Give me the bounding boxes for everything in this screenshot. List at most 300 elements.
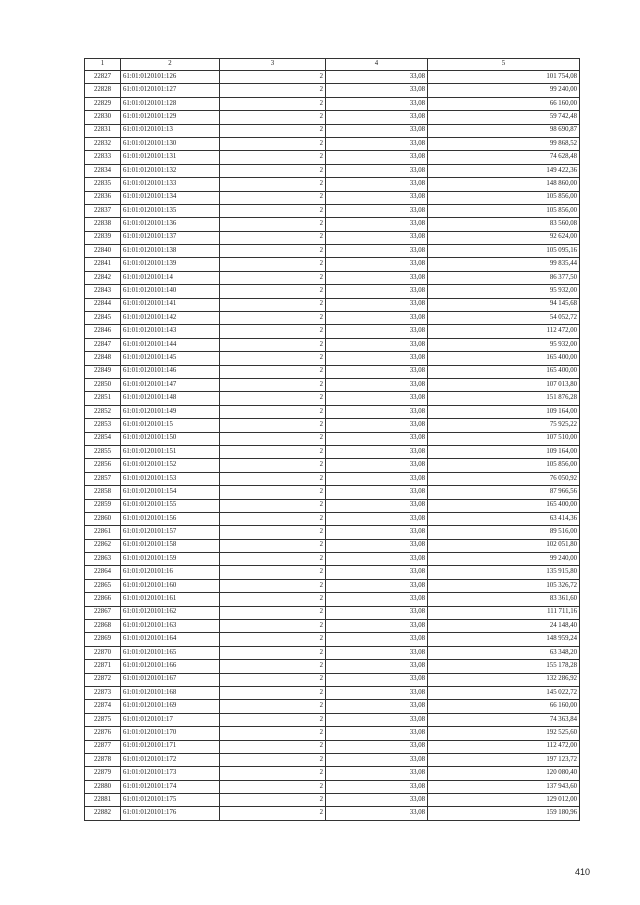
table-row [85, 178, 580, 191]
table-row [85, 566, 580, 579]
cadastral-number: 61:01:0120101:175 [121, 794, 220, 807]
count-value: 2 [220, 245, 326, 258]
amount-value: 112 472,00 [428, 325, 580, 338]
row-number: 22827 [85, 71, 121, 84]
amount-value: 92 624,00 [428, 231, 580, 244]
table-row [85, 392, 580, 405]
cadastral-number: 61:01:0120101:138 [121, 245, 220, 258]
cadastral-number: 61:01:0120101:152 [121, 459, 220, 472]
amount-value: 95 932,00 [428, 285, 580, 298]
area-value: 33,08 [326, 191, 428, 204]
area-value: 33,08 [326, 245, 428, 258]
row-number: 22847 [85, 338, 121, 351]
amount-value: 165 400,00 [428, 352, 580, 365]
amount-value: 54 052,72 [428, 312, 580, 325]
row-number: 22861 [85, 526, 121, 539]
cadastral-number: 61:01:0120101:157 [121, 526, 220, 539]
row-number: 22839 [85, 231, 121, 244]
cadastral-number: 61:01:0120101:176 [121, 807, 220, 820]
count-value: 2 [220, 111, 326, 124]
amount-value: 83 361,60 [428, 593, 580, 606]
cadastral-number: 61:01:0120101:153 [121, 472, 220, 485]
cadastral-number: 61:01:0120101:163 [121, 620, 220, 633]
amount-value: 105 856,00 [428, 191, 580, 204]
count-value: 2 [220, 499, 326, 512]
count-value: 2 [220, 486, 326, 499]
cadastral-number: 61:01:0120101:173 [121, 767, 220, 780]
row-number: 22868 [85, 620, 121, 633]
cadastral-number: 61:01:0120101:167 [121, 673, 220, 686]
amount-value: 75 925,22 [428, 419, 580, 432]
row-number: 22879 [85, 767, 121, 780]
table-row [85, 579, 580, 592]
table-row [85, 767, 580, 780]
count-value: 2 [220, 419, 326, 432]
amount-value: 95 932,00 [428, 338, 580, 351]
row-number: 22846 [85, 325, 121, 338]
row-number: 22843 [85, 285, 121, 298]
area-value: 33,08 [326, 432, 428, 445]
count-value: 2 [220, 753, 326, 766]
header-cell-3: 3 [220, 59, 326, 71]
header-cell-4: 4 [326, 59, 428, 71]
amount-value: 120 080,40 [428, 767, 580, 780]
row-number: 22871 [85, 660, 121, 673]
row-number: 22856 [85, 459, 121, 472]
amount-value: 63 414,36 [428, 512, 580, 525]
row-number: 22853 [85, 419, 121, 432]
cadastral-number: 61:01:0120101:174 [121, 780, 220, 793]
count-value: 2 [220, 231, 326, 244]
cadastral-number: 61:01:0120101:130 [121, 137, 220, 150]
row-number: 22870 [85, 646, 121, 659]
header-cell-5: 5 [428, 59, 580, 71]
area-value: 33,08 [326, 606, 428, 619]
count-value: 2 [220, 285, 326, 298]
header-row [85, 59, 580, 71]
cadastral-number: 61:01:0120101:140 [121, 285, 220, 298]
table-row [85, 646, 580, 659]
amount-value: 74 363,84 [428, 713, 580, 726]
count-value: 2 [220, 780, 326, 793]
cadastral-number: 61:01:0120101:144 [121, 338, 220, 351]
table-row [85, 164, 580, 177]
area-value: 33,08 [326, 97, 428, 110]
count-value: 2 [220, 526, 326, 539]
row-number: 22834 [85, 164, 121, 177]
amount-value: 99 240,00 [428, 84, 580, 97]
count-value: 2 [220, 84, 326, 97]
area-value: 33,08 [326, 405, 428, 418]
area-value: 33,08 [326, 419, 428, 432]
amount-value: 137 943,60 [428, 780, 580, 793]
amount-value: 99 835,44 [428, 258, 580, 271]
area-value: 33,08 [326, 312, 428, 325]
table-row [85, 378, 580, 391]
table-header [85, 59, 580, 71]
amount-value: 86 377,50 [428, 271, 580, 284]
count-value: 2 [220, 767, 326, 780]
table-row [85, 807, 580, 820]
count-value: 2 [220, 405, 326, 418]
area-value: 33,08 [326, 231, 428, 244]
amount-value: 98 690,87 [428, 124, 580, 137]
count-value: 2 [220, 204, 326, 217]
table-row [85, 432, 580, 445]
count-value: 2 [220, 218, 326, 231]
row-number: 22837 [85, 204, 121, 217]
row-number: 22880 [85, 780, 121, 793]
amount-value: 109 164,00 [428, 445, 580, 458]
cadastral-number: 61:01:0120101:133 [121, 178, 220, 191]
table-row [85, 352, 580, 365]
cadastral-number: 61:01:0120101:170 [121, 727, 220, 740]
amount-value: 165 400,00 [428, 499, 580, 512]
count-value: 2 [220, 593, 326, 606]
cadastral-number: 61:01:0120101:171 [121, 740, 220, 753]
count-value: 2 [220, 620, 326, 633]
area-value: 33,08 [326, 646, 428, 659]
cadastral-number: 61:01:0120101:147 [121, 378, 220, 391]
area-value: 33,08 [326, 151, 428, 164]
count-value: 2 [220, 686, 326, 699]
row-number: 22832 [85, 137, 121, 150]
area-value: 33,08 [326, 512, 428, 525]
table-row [85, 727, 580, 740]
cadastral-number: 61:01:0120101:155 [121, 499, 220, 512]
table-row [85, 593, 580, 606]
cadastral-number: 61:01:0120101:135 [121, 204, 220, 217]
area-value: 33,08 [326, 579, 428, 592]
count-value: 2 [220, 579, 326, 592]
row-number: 22828 [85, 84, 121, 97]
amount-value: 59 742,48 [428, 111, 580, 124]
count-value: 2 [220, 646, 326, 659]
amount-value: 111 711,16 [428, 606, 580, 619]
count-value: 2 [220, 271, 326, 284]
amount-value: 149 422,36 [428, 164, 580, 177]
area-value: 33,08 [326, 338, 428, 351]
area-value: 33,08 [326, 526, 428, 539]
area-value: 33,08 [326, 472, 428, 485]
row-number: 22852 [85, 405, 121, 418]
amount-value: 107 013,80 [428, 378, 580, 391]
cadastral-number: 61:01:0120101:162 [121, 606, 220, 619]
amount-value: 105 856,00 [428, 204, 580, 217]
table-row [85, 794, 580, 807]
table-row [85, 151, 580, 164]
count-value: 2 [220, 137, 326, 150]
amount-value: 87 966,56 [428, 486, 580, 499]
cadastral-number: 61:01:0120101:150 [121, 432, 220, 445]
amount-value: 74 628,48 [428, 151, 580, 164]
count-value: 2 [220, 338, 326, 351]
count-value: 2 [220, 352, 326, 365]
table-row [85, 620, 580, 633]
table-row [85, 713, 580, 726]
table-row [85, 312, 580, 325]
amount-value: 197 123,72 [428, 753, 580, 766]
count-value: 2 [220, 807, 326, 820]
cadastral-number: 61:01:0120101:156 [121, 512, 220, 525]
amount-value: 66 160,00 [428, 700, 580, 713]
amount-value: 94 145,68 [428, 298, 580, 311]
table-row [85, 245, 580, 258]
table-row [85, 338, 580, 351]
row-number: 22860 [85, 512, 121, 525]
row-number: 22836 [85, 191, 121, 204]
cadastral-number: 61:01:0120101:165 [121, 646, 220, 659]
amount-value: 83 560,08 [428, 218, 580, 231]
row-number: 22829 [85, 97, 121, 110]
area-value: 33,08 [326, 84, 428, 97]
table-row [85, 325, 580, 338]
row-number: 22874 [85, 700, 121, 713]
table-row [85, 111, 580, 124]
table-row [85, 780, 580, 793]
area-value: 33,08 [326, 204, 428, 217]
row-number: 22862 [85, 539, 121, 552]
count-value: 2 [220, 553, 326, 566]
cadastral-number: 61:01:0120101:127 [121, 84, 220, 97]
cadastral-number: 61:01:0120101:151 [121, 445, 220, 458]
area-value: 33,08 [326, 539, 428, 552]
cadastral-number: 61:01:0120101:139 [121, 258, 220, 271]
amount-value: 192 525,60 [428, 727, 580, 740]
area-value: 33,08 [326, 566, 428, 579]
table-row [85, 231, 580, 244]
cadastral-number: 61:01:0120101:17 [121, 713, 220, 726]
count-value: 2 [220, 794, 326, 807]
row-number: 22878 [85, 753, 121, 766]
cadastral-number: 61:01:0120101:132 [121, 164, 220, 177]
table-row [85, 512, 580, 525]
area-value: 33,08 [326, 392, 428, 405]
area-value: 33,08 [326, 137, 428, 150]
table-row [85, 472, 580, 485]
count-value: 2 [220, 459, 326, 472]
row-number: 22877 [85, 740, 121, 753]
table-row [85, 606, 580, 619]
cadastral-number: 61:01:0120101:145 [121, 352, 220, 365]
row-number: 22869 [85, 633, 121, 646]
area-value: 33,08 [326, 633, 428, 646]
row-number: 22854 [85, 432, 121, 445]
cadastral-number: 61:01:0120101:158 [121, 539, 220, 552]
area-value: 33,08 [326, 553, 428, 566]
table-row [85, 271, 580, 284]
table-row [85, 298, 580, 311]
table-row [85, 526, 580, 539]
header-cell-2: 2 [121, 59, 220, 71]
amount-value: 165 400,00 [428, 365, 580, 378]
count-value: 2 [220, 392, 326, 405]
count-value: 2 [220, 700, 326, 713]
amount-value: 107 510,00 [428, 432, 580, 445]
amount-value: 105 095,16 [428, 245, 580, 258]
table-row [85, 459, 580, 472]
area-value: 33,08 [326, 285, 428, 298]
cadastral-number: 61:01:0120101:136 [121, 218, 220, 231]
count-value: 2 [220, 566, 326, 579]
row-number: 22850 [85, 378, 121, 391]
count-value: 2 [220, 365, 326, 378]
row-number: 22835 [85, 178, 121, 191]
amount-value: 99 240,00 [428, 553, 580, 566]
area-value: 33,08 [326, 445, 428, 458]
row-number: 22845 [85, 312, 121, 325]
table-row [85, 84, 580, 97]
area-value: 33,08 [326, 713, 428, 726]
row-number: 22876 [85, 727, 121, 740]
area-value: 33,08 [326, 325, 428, 338]
area-value: 33,08 [326, 378, 428, 391]
amount-value: 112 472,00 [428, 740, 580, 753]
amount-value: 63 348,20 [428, 646, 580, 659]
area-value: 33,08 [326, 593, 428, 606]
count-value: 2 [220, 660, 326, 673]
count-value: 2 [220, 325, 326, 338]
count-value: 2 [220, 606, 326, 619]
table-row [85, 218, 580, 231]
count-value: 2 [220, 445, 326, 458]
count-value: 2 [220, 539, 326, 552]
count-value: 2 [220, 71, 326, 84]
cadastral-number: 61:01:0120101:146 [121, 365, 220, 378]
row-number: 22858 [85, 486, 121, 499]
amount-value: 99 868,52 [428, 137, 580, 150]
amount-value: 101 754,08 [428, 71, 580, 84]
table-row [85, 686, 580, 699]
area-value: 33,08 [326, 686, 428, 699]
area-value: 33,08 [326, 298, 428, 311]
amount-value: 102 051,80 [428, 539, 580, 552]
area-value: 33,08 [326, 780, 428, 793]
row-number: 22848 [85, 352, 121, 365]
table-row [85, 71, 580, 84]
cadastral-number: 61:01:0120101:13 [121, 124, 220, 137]
area-value: 33,08 [326, 807, 428, 820]
cadastral-number: 61:01:0120101:148 [121, 392, 220, 405]
row-number: 22859 [85, 499, 121, 512]
count-value: 2 [220, 378, 326, 391]
row-number: 22840 [85, 245, 121, 258]
page-number: 410 [574, 867, 590, 877]
count-value: 2 [220, 673, 326, 686]
amount-value: 145 022,72 [428, 686, 580, 699]
row-number: 22831 [85, 124, 121, 137]
table-row [85, 660, 580, 673]
table-row [85, 285, 580, 298]
table-row [85, 124, 580, 137]
header-cell-1: 1 [85, 59, 121, 71]
table-row [85, 753, 580, 766]
count-value: 2 [220, 97, 326, 110]
count-value: 2 [220, 124, 326, 137]
count-value: 2 [220, 191, 326, 204]
area-value: 33,08 [326, 660, 428, 673]
table-row [85, 419, 580, 432]
cadastral-number: 61:01:0120101:159 [121, 553, 220, 566]
row-number: 22851 [85, 392, 121, 405]
table-row [85, 204, 580, 217]
area-value: 33,08 [326, 459, 428, 472]
register-table [84, 58, 580, 821]
cadastral-number: 61:01:0120101:15 [121, 419, 220, 432]
amount-value: 135 915,80 [428, 566, 580, 579]
table-row [85, 633, 580, 646]
row-number: 22857 [85, 472, 121, 485]
table-row [85, 486, 580, 499]
cadastral-number: 61:01:0120101:141 [121, 298, 220, 311]
amount-value: 105 856,00 [428, 459, 580, 472]
cadastral-number: 61:01:0120101:160 [121, 579, 220, 592]
cadastral-number: 61:01:0120101:166 [121, 660, 220, 673]
table-row [85, 137, 580, 150]
area-value: 33,08 [326, 258, 428, 271]
area-value: 33,08 [326, 700, 428, 713]
row-number: 22865 [85, 579, 121, 592]
row-number: 22833 [85, 151, 121, 164]
area-value: 33,08 [326, 753, 428, 766]
count-value: 2 [220, 432, 326, 445]
cadastral-number: 61:01:0120101:126 [121, 71, 220, 84]
count-value: 2 [220, 727, 326, 740]
area-value: 33,08 [326, 727, 428, 740]
amount-value: 148 860,00 [428, 178, 580, 191]
table-row [85, 700, 580, 713]
cadastral-number: 61:01:0120101:131 [121, 151, 220, 164]
count-value: 2 [220, 258, 326, 271]
amount-value: 105 326,72 [428, 579, 580, 592]
area-value: 33,08 [326, 794, 428, 807]
cadastral-number: 61:01:0120101:154 [121, 486, 220, 499]
cadastral-number: 61:01:0120101:164 [121, 633, 220, 646]
row-number: 22866 [85, 593, 121, 606]
amount-value: 89 516,00 [428, 526, 580, 539]
row-number: 22882 [85, 807, 121, 820]
area-value: 33,08 [326, 499, 428, 512]
row-number: 22844 [85, 298, 121, 311]
table-row [85, 258, 580, 271]
area-value: 33,08 [326, 767, 428, 780]
row-number: 22830 [85, 111, 121, 124]
amount-value: 129 012,00 [428, 794, 580, 807]
amount-value: 66 160,00 [428, 97, 580, 110]
amount-value: 109 164,00 [428, 405, 580, 418]
count-value: 2 [220, 633, 326, 646]
table-row [85, 539, 580, 552]
cadastral-number: 61:01:0120101:149 [121, 405, 220, 418]
count-value: 2 [220, 151, 326, 164]
count-value: 2 [220, 713, 326, 726]
area-value: 33,08 [326, 365, 428, 378]
area-value: 33,08 [326, 271, 428, 284]
area-value: 33,08 [326, 673, 428, 686]
cadastral-number: 61:01:0120101:172 [121, 753, 220, 766]
table-row [85, 499, 580, 512]
cadastral-number: 61:01:0120101:169 [121, 700, 220, 713]
cadastral-number: 61:01:0120101:14 [121, 271, 220, 284]
table-row [85, 740, 580, 753]
table-row [85, 405, 580, 418]
amount-value: 151 876,28 [428, 392, 580, 405]
amount-value: 155 178,28 [428, 660, 580, 673]
row-number: 22841 [85, 258, 121, 271]
cadastral-number: 61:01:0120101:142 [121, 312, 220, 325]
row-number: 22873 [85, 686, 121, 699]
count-value: 2 [220, 312, 326, 325]
